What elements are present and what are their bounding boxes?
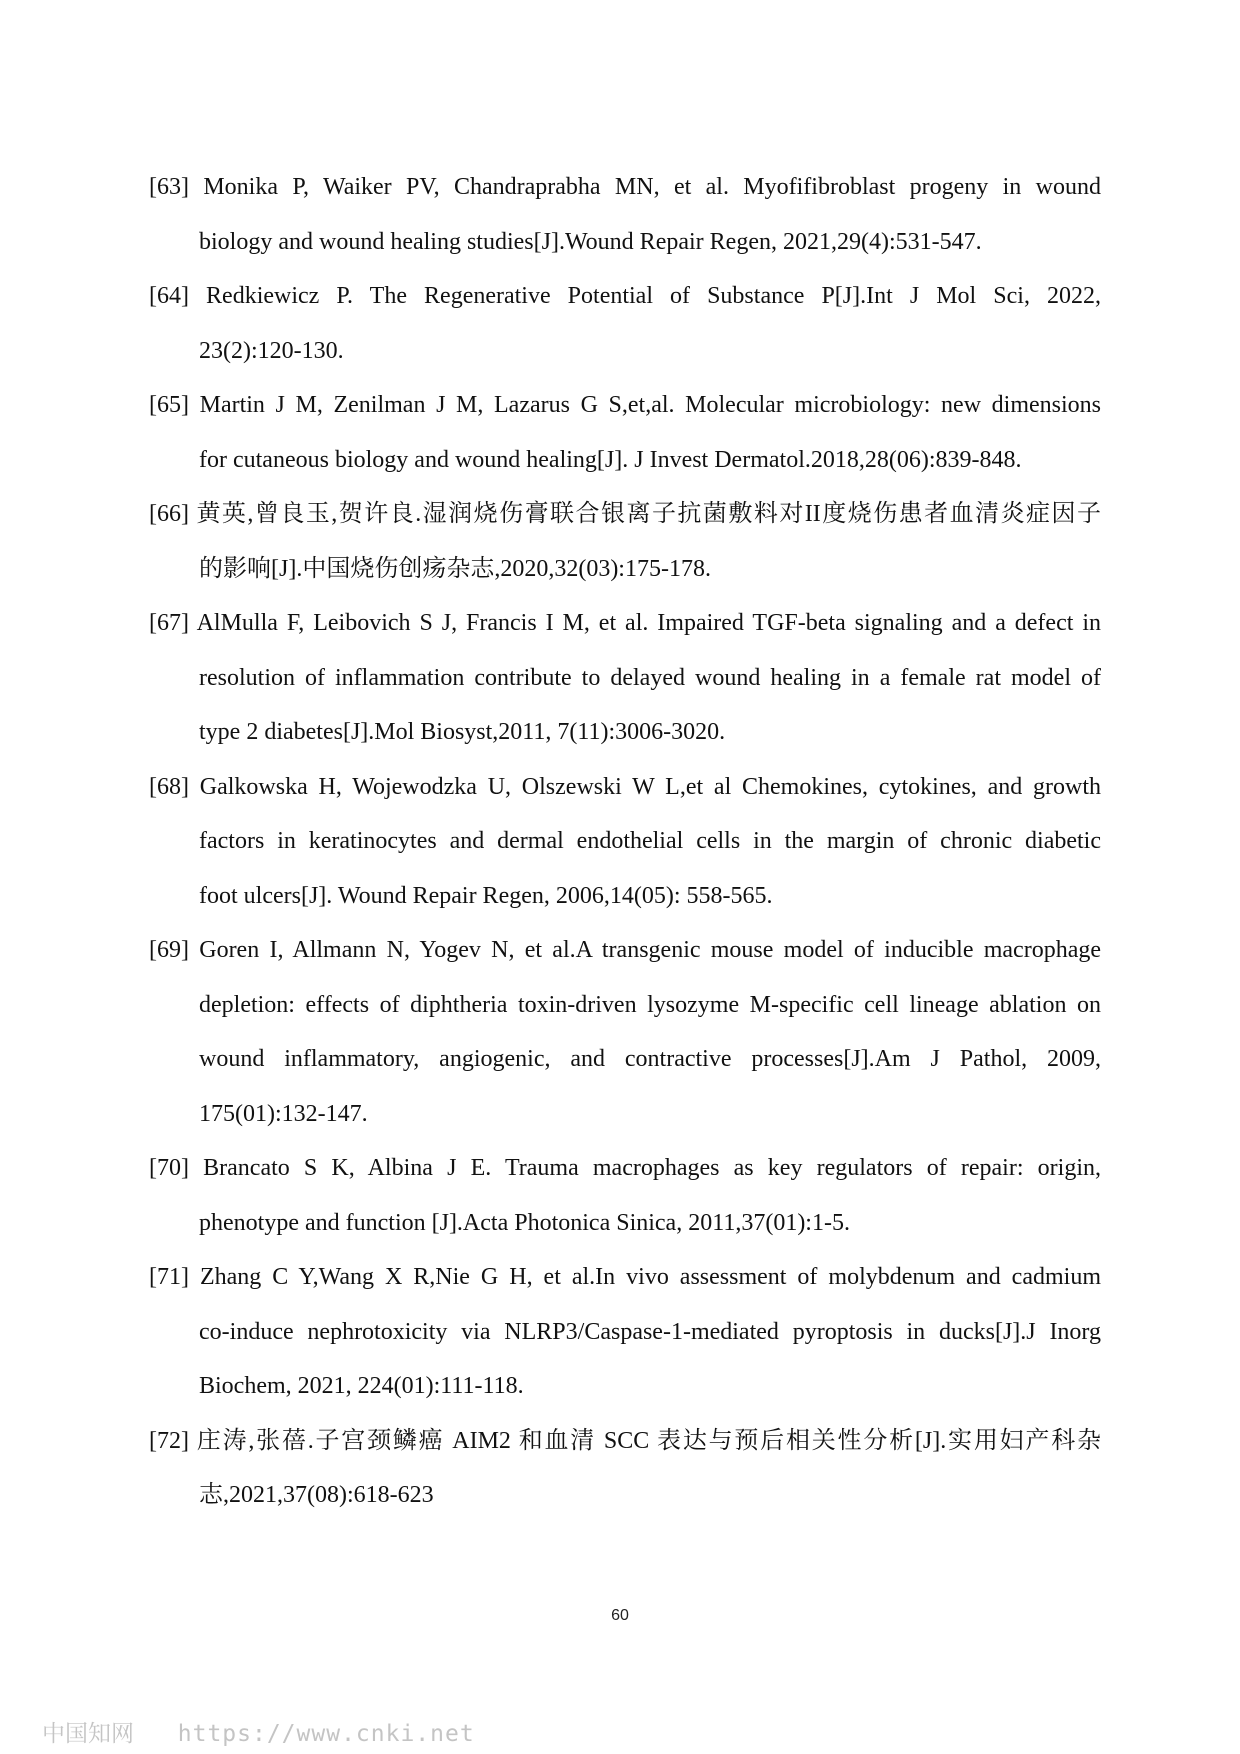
reference-list	[149, 160, 1101, 1523]
cnki-watermark	[42, 1715, 475, 1748]
reference-entry	[149, 1250, 1101, 1414]
watermark-site-name: 中国知网	[42, 1721, 134, 1747]
reference-continuation-line: resolution of inflammation contribute to delayed wound healing in a female rat model of	[199, 664, 1101, 691]
reference-entry	[149, 160, 1101, 269]
reference-first-line: [72] 庄涛,张蓓.子宫颈鳞癌 AIM2 和血清 SCC 表达与预后相关性分析[J].实用妇产科杂	[149, 1427, 1101, 1454]
reference-continuation-line: depletion: effects of diphtheria toxin-driven lysozyme M-specific cell lineage ablation on	[199, 991, 1101, 1018]
reference-continuation-line: type 2 diabetes[J].Mol Biosyst,2011, 7(11):3006-3020.	[199, 719, 726, 745]
reference-entry	[149, 1414, 1101, 1523]
reference-entry	[149, 596, 1101, 760]
reference-first-line: [69] Goren I, Allmann N, Yogev N, et al.A transgenic mouse model of inducible macrophage	[149, 937, 1101, 963]
reference-continuation-line: phenotype and function [J].Acta Photonica Sinica, 2011,37(01):1-5.	[199, 1209, 850, 1236]
reference-continuation-line: Biochem, 2021, 224(01):111-118.	[199, 1373, 524, 1399]
reference-continuation-line: for cutaneous biology and wound healing[J]. J Invest Dermatol.2018,28(06):839-848.	[199, 446, 1022, 473]
reference-first-line: [67] AlMulla F, Leibovich S J, Francis I M, et al. Impaired TGF-beta signaling and a defect in	[149, 610, 1101, 636]
reference-continuation-line: 志,2021,37(08):618-623	[199, 1482, 434, 1508]
reference-first-line: [70] Brancato S K, Albina J E. Trauma macrophages as key regulators of repair: origin,	[149, 1155, 1101, 1181]
reference-continuation-line: biology and wound healing studies[J].Wound Repair Regen, 2021,29(4):531-547.	[199, 228, 982, 255]
reference-continuation-line: co-induce nephrotoxicity via NLRP3/Caspase-1-mediated pyroptosis in ducks[J].J Inorg	[199, 1318, 1101, 1345]
reference-entry	[149, 269, 1101, 378]
reference-continuation-line: wound inflammatory, angiogenic, and contractive processes[J].Am J Pathol, 2009,	[199, 1046, 1101, 1072]
reference-first-line: [65] Martin J M, Zenilman J M, Lazarus G S,et,al. Molecular microbiology: new dimensions	[149, 392, 1101, 418]
watermark-url: https://www.cnki.net	[177, 1721, 475, 1747]
reference-first-line: [63] Monika P, Waiker PV, Chandraprabha MN, et al. Myofifibroblast progeny in wound	[149, 174, 1101, 200]
reference-first-line: [71] Zhang C Y,Wang X R,Nie G H, et al.In vivo assessment of molybdenum and cadmium	[149, 1264, 1101, 1290]
reference-entry	[149, 760, 1101, 924]
reference-continuation-line: foot ulcers[J]. Wound Repair Regen, 2006,14(05): 558-565.	[199, 882, 773, 909]
reference-first-line: [68] Galkowska H, Wojewodzka U, Olszewski W L,et al Chemokines, cytokines, and growth	[149, 773, 1101, 800]
reference-continuation-line: factors in keratinocytes and dermal endothelial cells in the margin of chronic diabetic	[199, 828, 1101, 854]
reference-continuation-line: 175(01):132-147.	[199, 1100, 368, 1127]
reference-entry	[149, 1141, 1101, 1250]
reference-entry	[149, 378, 1101, 487]
page-number: 60	[611, 1607, 629, 1624]
reference-continuation-line: 23(2):120-130.	[199, 337, 344, 364]
reference-first-line: [64] Redkiewicz P. The Regenerative Potential of Substance P[J].Int J Mol Sci, 2022,	[149, 283, 1101, 309]
reference-entry	[149, 923, 1101, 1141]
reference-entry	[149, 487, 1101, 596]
reference-continuation-line: 的影响[J].中国烧伤创疡杂志,2020,32(03):175-178.	[199, 555, 711, 582]
reference-first-line: [66] 黄英,曾良玉,贺许良.湿润烧伤膏联合银离子抗菌敷料对II度烧伤患者血清炎症因子	[149, 501, 1101, 527]
